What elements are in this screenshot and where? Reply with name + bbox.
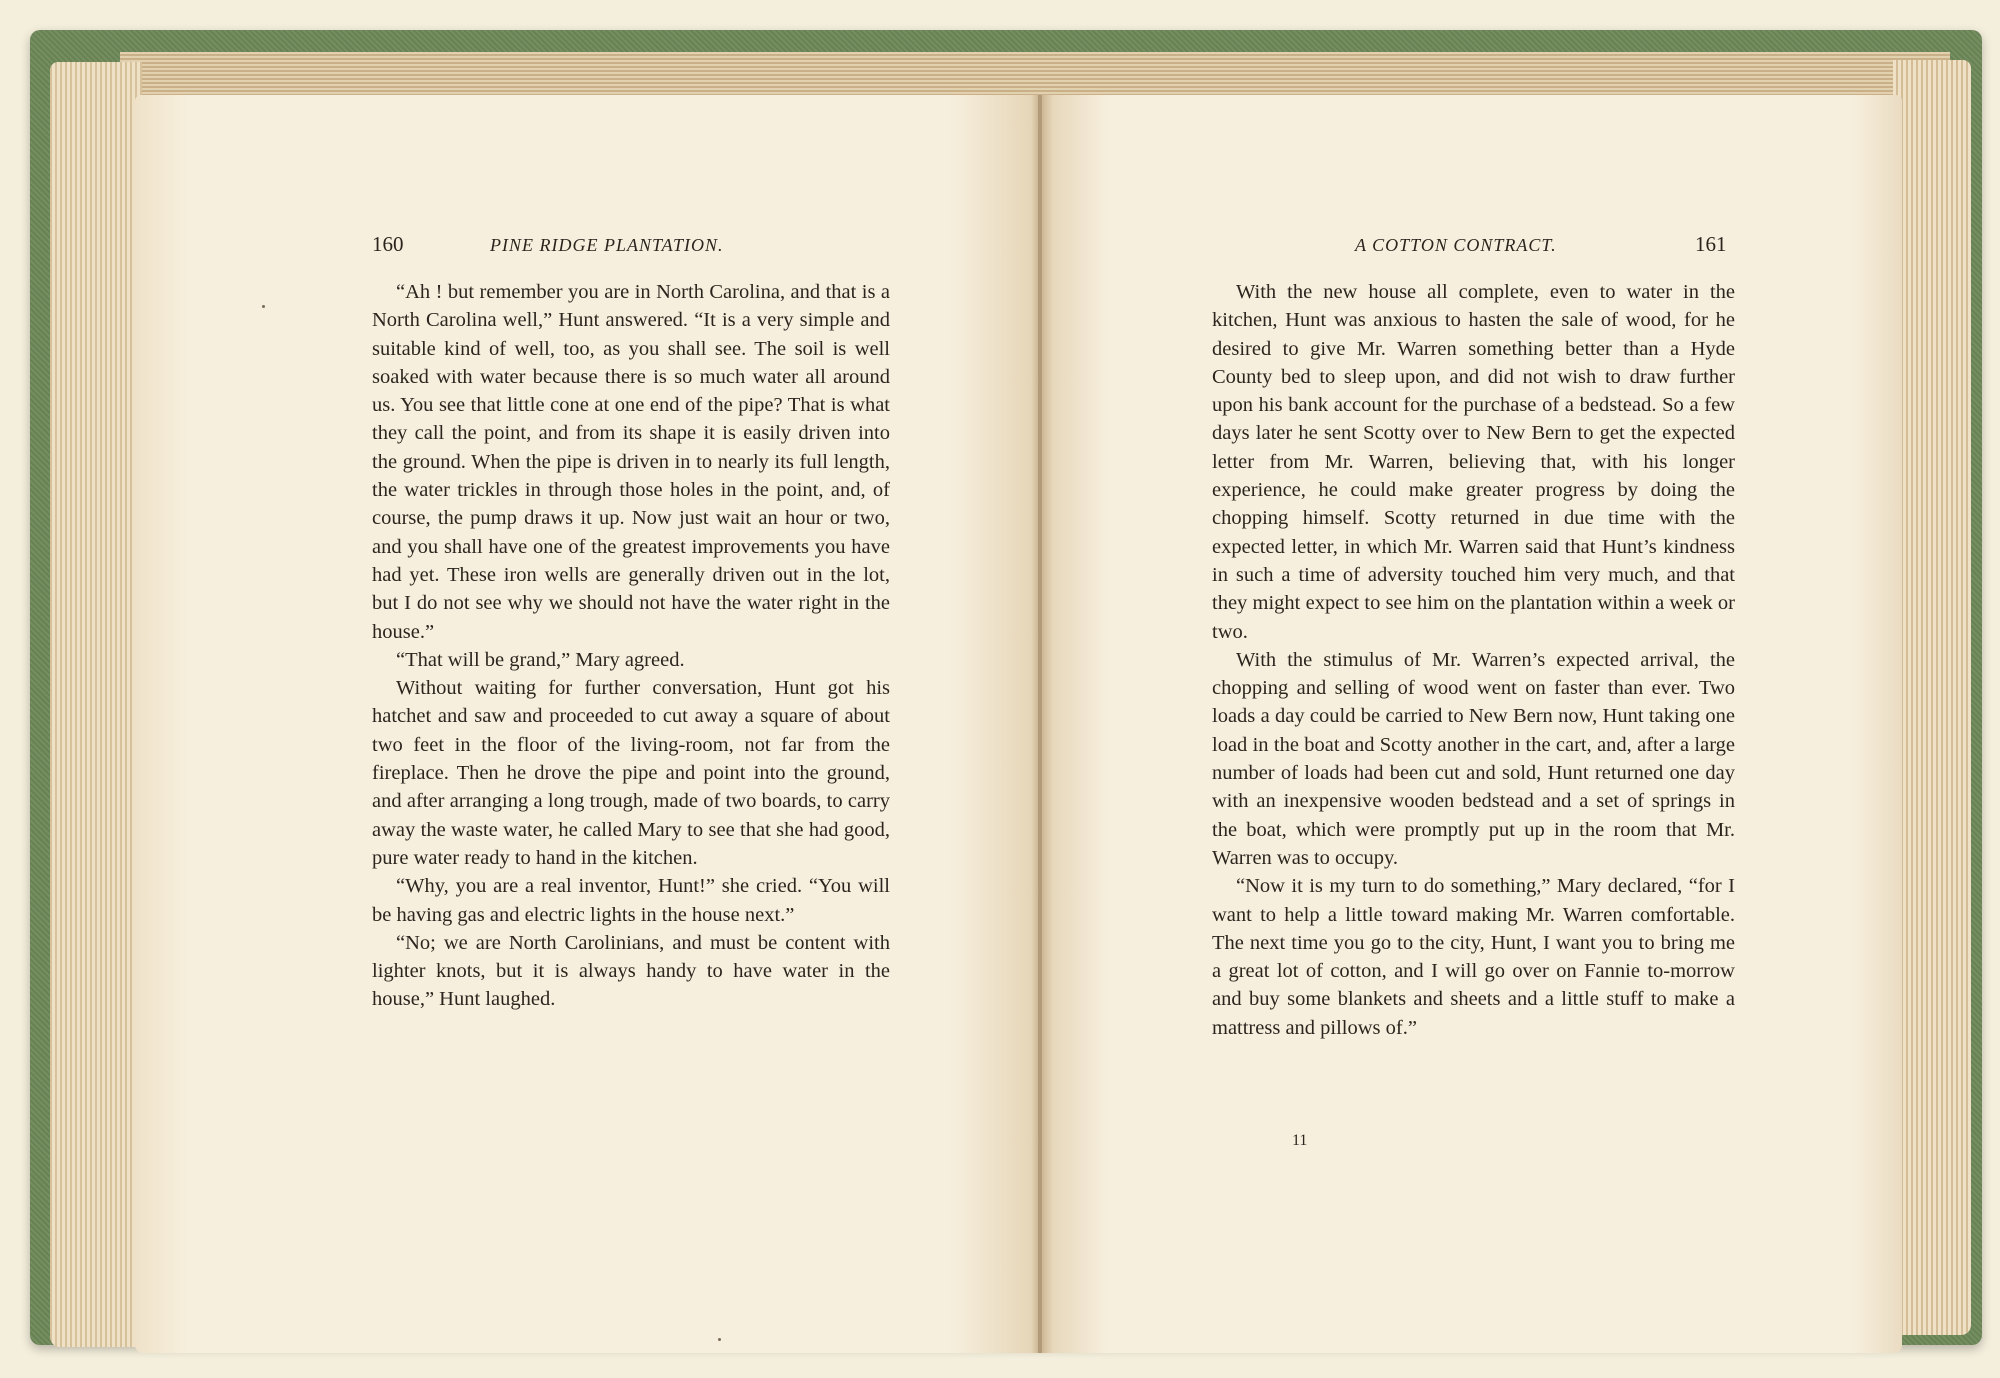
left-page-text bbox=[372, 278, 890, 1014]
page-edges-right bbox=[1893, 60, 1971, 1335]
paragraph: “Why, you are a real inventor, Hunt!” she cried. “You will be having gas and electric lights in the house next.” bbox=[372, 875, 890, 926]
page-edges-top bbox=[120, 52, 1950, 100]
paragraph: Without waiting for further conversation, Hunt got his hatchet and saw and proceeded to cut away a square of about two feet in the floor of the living-room, not far from the fireplace. Then he drove the pipe and point into the ground, and after arranging a long trough, made of two boards, to carry away the waste water, he called Mary to see that she had good, pure water ready to hand in the kitchen. bbox=[372, 677, 890, 869]
signature-mark: 11 bbox=[1292, 1132, 1308, 1149]
paper-speck bbox=[262, 305, 265, 308]
paragraph: “Ah ! but remember you are in North Carolina, and that is a North Carolina well,” Hunt answered. “It is a very simple and suitable kind of well, too, as you shall see. The soil is well soaked with water because there is so much water all around us. You see that little cone at one end of the pipe? That is what they call the point, and from its shape it is easily driven into the ground. When the pipe is driven in to nearly its full length, the water trickles in through those holes in the point, and, of course, the pump draws it up. Now just wait an hour or two, and you shall have one of the greatest improvements you have had yet. These iron wells are generally driven out in the lot, but I do not see why we should not have the water right in the house.” bbox=[372, 281, 890, 643]
paper-speck bbox=[718, 1338, 721, 1341]
paragraph: “Now it is my turn to do something,” Mary declared, “for I want to help a little toward making Mr. Warren comfortable. The next time you go to the city, Hunt, I want you to bring me a great lot of cotton, and I will go over on Fannie to-morrow and buy some blankets and sheets and a little stuff to make a mattress and pillows of.” bbox=[1212, 875, 1735, 1039]
left-running-head: PINE RIDGE PLANTATION. bbox=[490, 235, 724, 255]
paragraph: “That will be grand,” Mary agreed. bbox=[396, 648, 685, 671]
left-page-number: 160 bbox=[372, 232, 404, 256]
paragraph: With the new house all complete, even to water in the kitchen, Hunt was anxious to hasten the sale of wood, for he desired to give Mr. Warren something better than a Hyde County bed to sleep upon, and did not wish to draw further upon his bank account for the purchase of a bedstead. So a few days later he sent Scotty over to New Bern to get the expected letter from Mr. Warren, believing that, with his longer experience, he could make greater progress by doing the chopping himself. Scotty returned in due time with the expected letter, in which Mr. Warren said that Hunt’s kindness in such a time of adversity touched him very much, and that they might expect to see him on the plantation within a week or two. bbox=[1212, 281, 1735, 643]
right-page-text bbox=[1212, 278, 1735, 1042]
book-gutter bbox=[1038, 95, 1042, 1353]
page-edges-left bbox=[50, 62, 142, 1347]
paragraph: With the stimulus of Mr. Warren’s expected arrival, the chopping and selling of wood went on faster than ever. Two loads a day could be carried to New Bern now, Hunt taking one load in the boat and Scotty another in the cart, and, after a large number of loads had been cut and sold, Hunt returned one day with an inexpensive wooden bedstead and a set of springs in the boat, which were promptly put up in the room that Mr. Warren was to occupy. bbox=[1212, 648, 1735, 869]
right-running-head: A COTTON CONTRACT. bbox=[1355, 235, 1557, 255]
paragraph: “No; we are North Carolinians, and must be content with lighter knots, but it is always handy to have water in the house,” Hunt laughed. bbox=[372, 931, 890, 1011]
right-page-number: 161 bbox=[1695, 232, 1727, 256]
